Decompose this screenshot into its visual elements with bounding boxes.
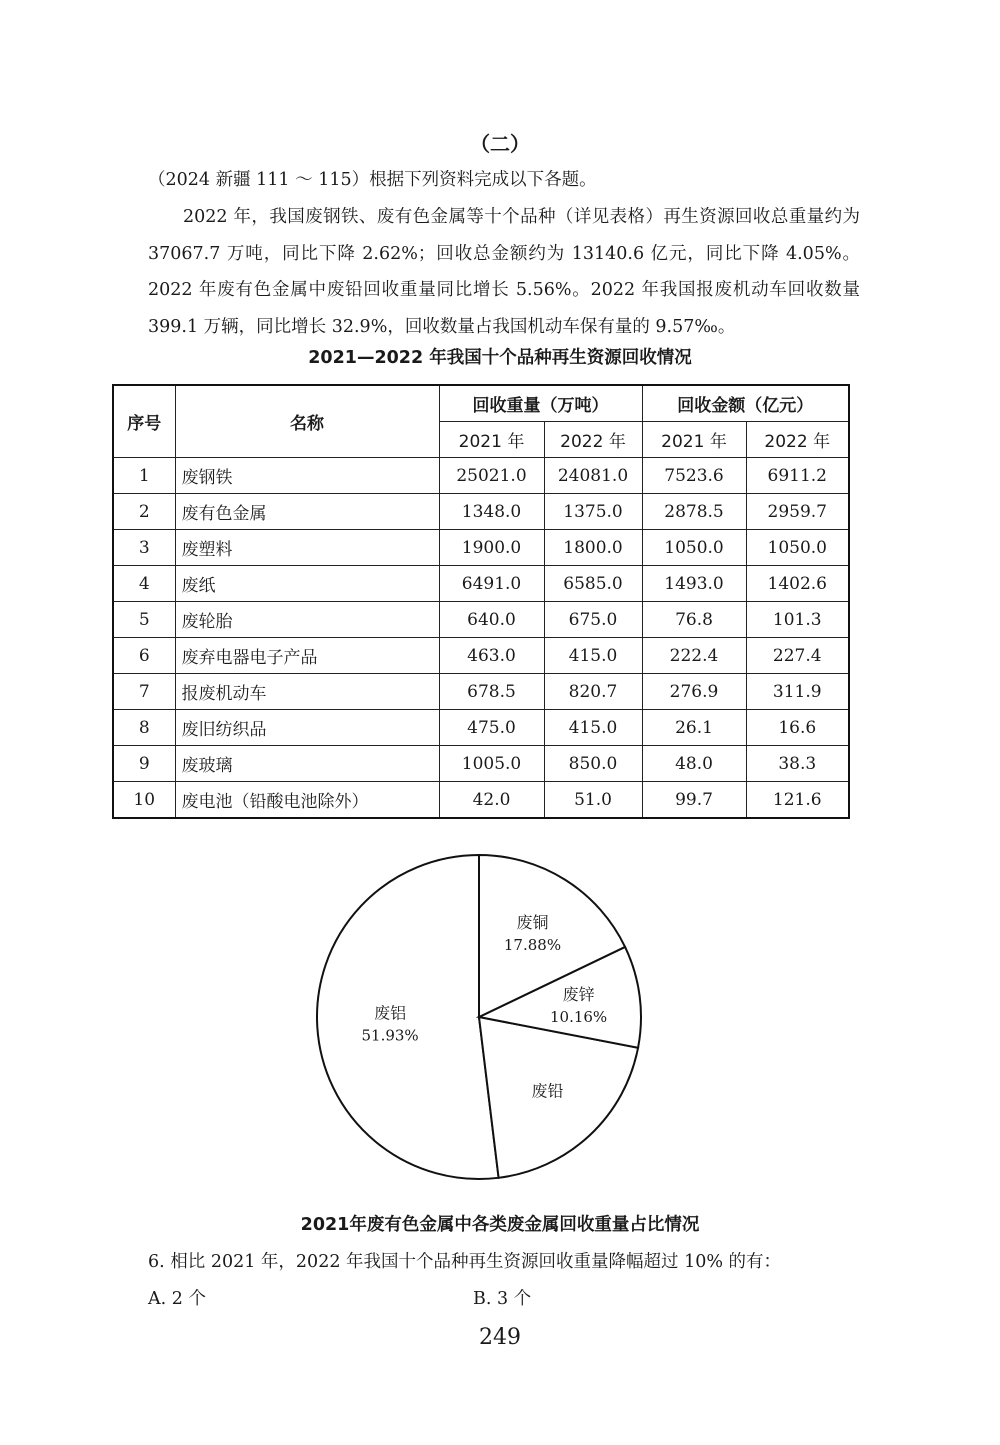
intro-line: （2024 新疆 111 ～ 115）根据下列资料完成以下各题。 — [148, 170, 597, 190]
row-name: 废轮胎 — [175, 602, 439, 638]
row-name: 废塑料 — [175, 530, 439, 566]
row-index: 5 — [113, 602, 175, 638]
row-weight-2021: 475.0 — [439, 710, 544, 746]
pie-value-aluminum: 51.93% — [361, 1026, 419, 1045]
chart-caption: 2021年废有色金属中各类废金属回收重量占比情况 — [300, 1215, 700, 1235]
table-row — [113, 566, 849, 602]
row-index: 3 — [113, 530, 175, 566]
option-b: B. 3 个 — [473, 1289, 532, 1309]
material-paragraph: 2022 年，我国废钢铁、废有色金属等十个品种（详见表格）再生资源回收总重量约为 37067.7 万吨，同比下降 2.62%；回收总金额约为 13140.6 亿元，同比下降 4.05%。2022 年废有色金属中废铅回收重量同比增长 5.56%。2022 年我国报废机动车回收数量 399.1 万辆，同比增长 32.9%，回收数量占我国机动车保有量的 9.57‰。 — [148, 207, 860, 337]
pie-chart — [310, 845, 650, 1195]
row-amount-2022: 101.3 — [746, 602, 849, 638]
table-row — [113, 782, 849, 819]
header-weight-2022: 2022 年 — [544, 422, 642, 458]
table-row — [113, 494, 849, 530]
row-amount-2021: 7523.6 — [642, 458, 746, 494]
table-row — [113, 530, 849, 566]
table-row — [113, 746, 849, 782]
row-weight-2022: 1375.0 — [544, 494, 642, 530]
row-amount-2021: 26.1 — [642, 710, 746, 746]
row-amount-2021: 48.0 — [642, 746, 746, 782]
table-row — [113, 458, 849, 494]
row-index: 2 — [113, 494, 175, 530]
row-amount-2021: 2878.5 — [642, 494, 746, 530]
header-amount-group: 回收金额（亿元） — [642, 385, 849, 422]
pie-label-lead: 废铅 — [531, 1081, 564, 1101]
row-amount-2022: 2959.7 — [746, 494, 849, 530]
pie-value-copper: 17.88% — [503, 936, 562, 954]
row-index: 6 — [113, 638, 175, 674]
table-row — [113, 638, 849, 674]
table-row — [113, 710, 849, 746]
row-weight-2022: 415.0 — [544, 638, 642, 674]
row-weight-2022: 820.7 — [544, 674, 642, 710]
row-weight-2022: 850.0 — [544, 746, 642, 782]
row-amount-2021: 1050.0 — [642, 530, 746, 566]
header-index: 序号 — [113, 385, 175, 458]
table-row — [113, 602, 849, 638]
header-name: 名称 — [175, 385, 439, 458]
row-weight-2022: 675.0 — [544, 602, 642, 638]
row-weight-2022: 6585.0 — [544, 566, 642, 602]
row-weight-2021: 42.0 — [439, 782, 544, 819]
row-name: 报废机动车 — [175, 674, 439, 710]
section-title: （二） — [470, 132, 530, 156]
row-name: 废弃电器电子产品 — [175, 638, 439, 674]
table-row — [113, 674, 849, 710]
pie-slice-aluminum — [317, 855, 499, 1179]
row-weight-2021: 6491.0 — [439, 566, 544, 602]
row-amount-2021: 222.4 — [642, 638, 746, 674]
row-weight-2022: 24081.0 — [544, 458, 642, 494]
recycling-table — [112, 384, 850, 819]
row-index: 7 — [113, 674, 175, 710]
row-amount-2022: 1050.0 — [746, 530, 849, 566]
pie-value-zinc: 10.16% — [549, 1008, 608, 1027]
row-weight-2021: 25021.0 — [439, 458, 544, 494]
row-name: 废钢铁 — [175, 458, 439, 494]
option-a: A. 2 个 — [148, 1289, 206, 1309]
header-amount-2021: 2021 年 — [642, 422, 746, 458]
row-weight-2022: 415.0 — [544, 710, 642, 746]
row-index: 10 — [113, 782, 175, 819]
row-amount-2022: 1402.6 — [746, 566, 849, 602]
header-weight-group: 回收重量（万吨） — [439, 385, 642, 422]
row-name: 废玻璃 — [175, 746, 439, 782]
row-weight-2022: 51.0 — [544, 782, 642, 819]
row-amount-2022: 16.6 — [746, 710, 849, 746]
row-index: 9 — [113, 746, 175, 782]
row-amount-2022: 6911.2 — [746, 458, 849, 494]
row-name: 废电池（铅酸电池除外） — [175, 782, 439, 819]
pie-label-aluminum: 废铝 — [374, 1003, 407, 1023]
row-weight-2022: 1800.0 — [544, 530, 642, 566]
row-amount-2022: 311.9 — [746, 674, 849, 710]
pie-label-copper: 废铜 — [516, 913, 549, 932]
row-name: 废有色金属 — [175, 494, 439, 530]
row-weight-2021: 1005.0 — [439, 746, 544, 782]
row-weight-2021: 1900.0 — [439, 530, 544, 566]
pie-label-zinc: 废锌 — [562, 985, 595, 1005]
row-name: 废纸 — [175, 566, 439, 602]
page-number: 249 — [479, 1325, 521, 1350]
row-amount-2021: 1493.0 — [642, 566, 746, 602]
row-index: 1 — [113, 458, 175, 494]
table-title: 2021—2022 年我国十个品种再生资源回收情况 — [308, 348, 692, 368]
row-index: 4 — [113, 566, 175, 602]
row-amount-2021: 76.8 — [642, 602, 746, 638]
row-amount-2022: 121.6 — [746, 782, 849, 819]
question-text: 6. 相比 2021 年，2022 年我国十个品种再生资源回收重量降幅超过 10% 的有： — [148, 1252, 782, 1272]
row-weight-2021: 463.0 — [439, 638, 544, 674]
row-index: 8 — [113, 710, 175, 746]
header-weight-2021: 2021 年 — [439, 422, 544, 458]
row-amount-2022: 227.4 — [746, 638, 849, 674]
row-weight-2021: 678.5 — [439, 674, 544, 710]
header-amount-2022: 2022 年 — [746, 422, 849, 458]
row-weight-2021: 1348.0 — [439, 494, 544, 530]
row-name: 废旧纺织品 — [175, 710, 439, 746]
row-amount-2022: 38.3 — [746, 746, 849, 782]
row-weight-2021: 640.0 — [439, 602, 544, 638]
row-amount-2021: 276.9 — [642, 674, 746, 710]
row-amount-2021: 99.7 — [642, 782, 746, 819]
